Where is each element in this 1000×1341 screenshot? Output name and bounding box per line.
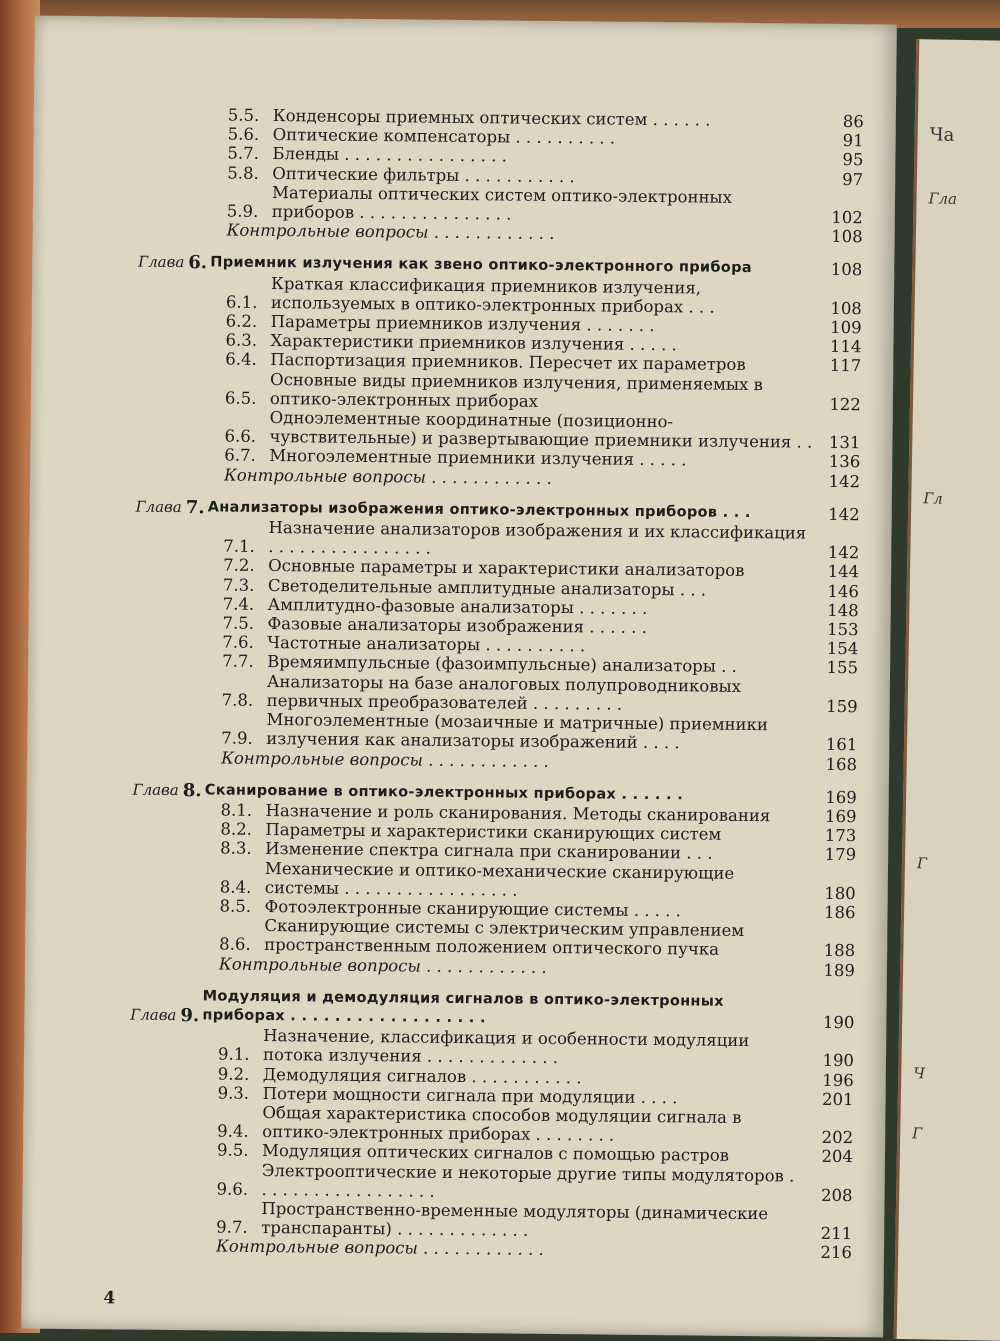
section-number: 5.9. [226, 201, 259, 221]
toc-page-number: 196 [822, 1070, 854, 1090]
toc-section-row [225, 369, 861, 414]
toc-page-number: 146 [827, 581, 860, 601]
section-number: 9.3. [217, 1083, 250, 1103]
section-title: Времяимпульсные (фазоимпульсные) анализаторы . . [267, 652, 737, 677]
toc-page-number: 95 [842, 150, 864, 170]
section-title: Параметры приемников излучения . . . . . . . [270, 312, 655, 336]
section-title: Изменение спектра сигнала при сканировании . . . [265, 839, 713, 863]
toc-page-number: 216 [820, 1243, 853, 1263]
chapter-number: 7. [185, 496, 205, 519]
section-title: Сканирующие системы с электрическим управлением пространственным положением оптического пучка [264, 916, 745, 960]
toc-page-number: 153 [826, 619, 859, 640]
section-number: 6.1. [225, 292, 258, 312]
facing-page-fragment: Гл [923, 489, 943, 508]
chapter-number: 6. [188, 252, 208, 274]
section-title: Механические и оптико-механические сканирующие системы . . . . . . . . . . . . . . . . . [264, 858, 735, 900]
toc-page-number: 201 [821, 1089, 854, 1109]
toc-page-number: 91 [842, 131, 864, 151]
toc-section-row [221, 710, 857, 755]
section-title: Фотоэлектронные сканирующие системы . . . . . [264, 896, 682, 921]
review-questions-title: Контрольные вопросы . . . . . . . . . . . . [218, 954, 547, 977]
section-title: Краткая классификация приемников излучения, используемых в оптико-электронных приборах . . . [270, 273, 715, 317]
section-number: 7.4. [222, 594, 255, 614]
section-title: Назначение анализаторов изображения и их классификация . . . . . . . . . . . . . . . . [268, 518, 807, 558]
toc-section-row [222, 671, 858, 716]
section-number: 7.8. [221, 690, 254, 710]
section-title: Основные параметры и характеристики анализаторов [268, 556, 745, 581]
section-number: 5.7. [227, 143, 260, 164]
section-title: Характеристики приемников излучения . . . . . [270, 331, 677, 355]
section-number: 7.1. [223, 536, 255, 557]
section-title: Бленды . . . . . . . . . . . . . . . . [272, 144, 508, 166]
section-number: 9.1. [217, 1044, 250, 1065]
section-title: Материалы оптических систем оптико-электронных приборов . . . . . . . . . . . . . . . [271, 182, 733, 224]
toc-page-number: 169 [825, 787, 857, 807]
toc-page-number: 108 [830, 260, 863, 280]
section-title: Модуляция оптических сигналов с помощью растров [261, 1141, 730, 1166]
toc-page-number: 190 [822, 1051, 855, 1071]
section-title: Анализаторы на базе аналоговых полупроводниковых первичных преобразователей . . . . . . . . . [266, 671, 742, 714]
review-questions-title: Контрольные вопросы . . . . . . . . . . . . [226, 220, 555, 244]
toc-page-number: 144 [827, 562, 860, 582]
toc-chapter-row [104, 986, 854, 1032]
toc-section-row [227, 182, 863, 227]
section-number: 7.2. [223, 555, 255, 576]
section-title: Фазовые анализаторы изображения . . . . . . [267, 614, 648, 638]
toc-page-number: 161 [825, 735, 858, 755]
section-title: Светоделительные амплитудные анализаторы . . . [267, 575, 707, 600]
toc-page-number: 180 [824, 883, 856, 903]
section-number: 9.6. [216, 1179, 249, 1199]
section-number: 8.1. [220, 800, 253, 820]
toc-page-number: 108 [831, 227, 863, 247]
section-number: 6.7. [224, 445, 256, 466]
toc-section-row [220, 858, 856, 903]
section-title: Электрооптические и некоторые другие типы модуляторов . . . . . . . . . . . . . . . . . . [261, 1160, 795, 1201]
section-title: Параметры и характеристики сканирующих систем [265, 820, 722, 844]
section-title: Многоэлементные (мозаичные и матричные) приемники излучения как анализаторы изображений . . . . [266, 710, 769, 753]
section-number: 6.2. [225, 311, 258, 331]
section-title: Оптические компенсаторы . . . . . . . . . . [272, 125, 616, 148]
toc-section-row [216, 1198, 852, 1243]
section-title: Амплитудно-фазовые анализаторы . . . . . . . [267, 594, 648, 618]
section-title: Общая характеристика способов модуляции сигнала в оптико-электронных приборах . . . . . . . . [262, 1102, 742, 1145]
section-number: 5.8. [227, 163, 259, 183]
review-questions-title: Контрольные вопросы . . . . . . . . . . . . [221, 748, 549, 771]
section-number: 9.4. [217, 1121, 249, 1141]
chapter-title: Анализаторы изображения оптико-электронных приборов . . . [207, 499, 751, 521]
toc-section-row [226, 273, 862, 318]
section-number: 9.7. [216, 1217, 248, 1237]
section-title: Многоэлементные приемники излучения . . . . . [269, 446, 687, 470]
toc-page-number: 97 [842, 169, 864, 189]
toc-page-number: 169 [824, 806, 857, 827]
chapter-label: Глава [132, 780, 179, 799]
chapter-title: Приемник излучения как звено оптико-электронного прибора [210, 254, 752, 277]
facing-page-fragment: Гла [928, 189, 958, 208]
section-number: 6.5. [224, 388, 257, 408]
section-number: 6.4. [225, 349, 257, 370]
section-title: Основные виды приемников излучения, применяемых в оптико-электронных приборах [269, 369, 763, 411]
toc-section-row [217, 1160, 853, 1205]
facing-page [894, 39, 1000, 1341]
toc-page-number: 148 [827, 600, 859, 621]
toc-page-number: 168 [825, 754, 858, 774]
section-number: 6.3. [225, 330, 258, 351]
section-title: Демодуляция сигналов . . . . . . . . . . . [262, 1064, 582, 1087]
section-title: Паспортизация приемников. Пересчет их параметров [270, 350, 746, 375]
review-questions-title: Контрольные вопросы . . . . . . . . . . . . [215, 1236, 544, 1260]
section-number: 5.6. [227, 124, 260, 145]
toc-section-row [218, 1026, 854, 1071]
toc-section-row [217, 1102, 853, 1147]
toc-page-number: 154 [826, 639, 859, 659]
chapter-number: 8. [182, 779, 202, 802]
section-title: Пространственно-временные модуляторы (динамические транспаранты) . . . . . . . . . . . . . [261, 1198, 769, 1240]
section-number: 7.7. [222, 652, 254, 672]
section-title: Частотные анализаторы . . . . . . . . . . [267, 633, 586, 656]
section-number: 7.9. [221, 728, 253, 749]
facing-page-fragment: Ча [929, 124, 955, 146]
toc-page-number: 159 [826, 696, 858, 717]
section-number: 8.4. [219, 877, 252, 897]
table-of-contents-page [21, 16, 897, 1338]
toc-page-number: 117 [829, 356, 862, 376]
toc-page-number: 204 [821, 1147, 854, 1167]
toc-page-number: 189 [823, 960, 856, 980]
toc-section-row [219, 916, 855, 961]
toc-page-number: 173 [824, 825, 857, 846]
toc-page-number: 109 [830, 317, 862, 338]
toc-section-row [224, 408, 860, 453]
section-number: 9.2. [217, 1064, 250, 1084]
chapter-title: Модуляция и демодуляция сигналов в оптико-электронных приборах . . . . . . . . . . . . . . . . . . [202, 988, 724, 1027]
toc-page-number: 142 [827, 543, 860, 563]
toc-page-number: 142 [828, 504, 860, 525]
facing-page-fragment: Г [912, 1124, 923, 1143]
facing-page-fragment: Ч [913, 1064, 926, 1083]
toc-page-number: 108 [830, 298, 862, 319]
section-title: Назначение и роль сканирования. Методы сканирования [265, 800, 771, 826]
chapter-title: Сканирование в оптико-электронных приборах . . . . . . [204, 782, 684, 804]
section-title: Назначение, классификация и особенности модуляции потока излучения . . . . . . . . . . . . . [262, 1026, 750, 1068]
section-title: Одноэлементные координатные (позиционно-чувствительные) и развертывающие приемники излучения . . [269, 408, 813, 452]
section-number: 8.3. [220, 838, 252, 859]
section-number: 6.6. [224, 426, 257, 447]
toc-page-number: 142 [828, 471, 861, 491]
section-number: 8.5. [219, 896, 252, 916]
toc-page-number: 131 [828, 433, 861, 453]
toc-page-number: 122 [829, 394, 861, 415]
toc-page-number: 136 [828, 452, 861, 472]
section-number: 9.5. [216, 1140, 249, 1161]
table-of-contents [102, 104, 864, 1262]
toc-page-number: 86 [842, 111, 864, 132]
toc-page-number: 102 [831, 207, 863, 228]
section-number: 8.2. [220, 819, 252, 839]
section-number: 5.5. [227, 105, 260, 125]
chapter-label: Глава [130, 1005, 177, 1024]
review-questions-title: Контрольные вопросы . . . . . . . . . . . . [224, 465, 552, 488]
toc-page-number: 190 [822, 1012, 855, 1033]
facing-page-fragment: Г [916, 854, 928, 873]
toc-page-number: 155 [826, 658, 859, 678]
toc-page-number: 179 [824, 845, 857, 865]
chapter-label: Глава [135, 497, 182, 516]
page-number: 4 [103, 1288, 116, 1309]
toc-page-number: 202 [821, 1127, 854, 1148]
section-title: Потери мощности сигнала при модуляции . . . . [262, 1083, 678, 1108]
toc-page-number: 186 [823, 902, 856, 923]
chapter-number: 9. [180, 1005, 200, 1027]
section-title: Конденсоры приемных оптических систем . . . . . . [272, 106, 711, 130]
toc-page-number: 211 [820, 1223, 853, 1244]
section-number: 7.5. [222, 613, 255, 633]
section-number: 8.6. [219, 934, 251, 955]
toc-page-number: 114 [829, 337, 862, 357]
section-number: 7.3. [222, 575, 255, 595]
toc-section-row [223, 518, 859, 563]
section-title: Оптические фильтры . . . . . . . . . . . [272, 163, 575, 186]
section-number: 7.6. [222, 632, 254, 653]
toc-page-number: 208 [820, 1185, 853, 1205]
toc-page-number: 188 [823, 941, 856, 961]
chapter-label: Глава [138, 253, 185, 272]
